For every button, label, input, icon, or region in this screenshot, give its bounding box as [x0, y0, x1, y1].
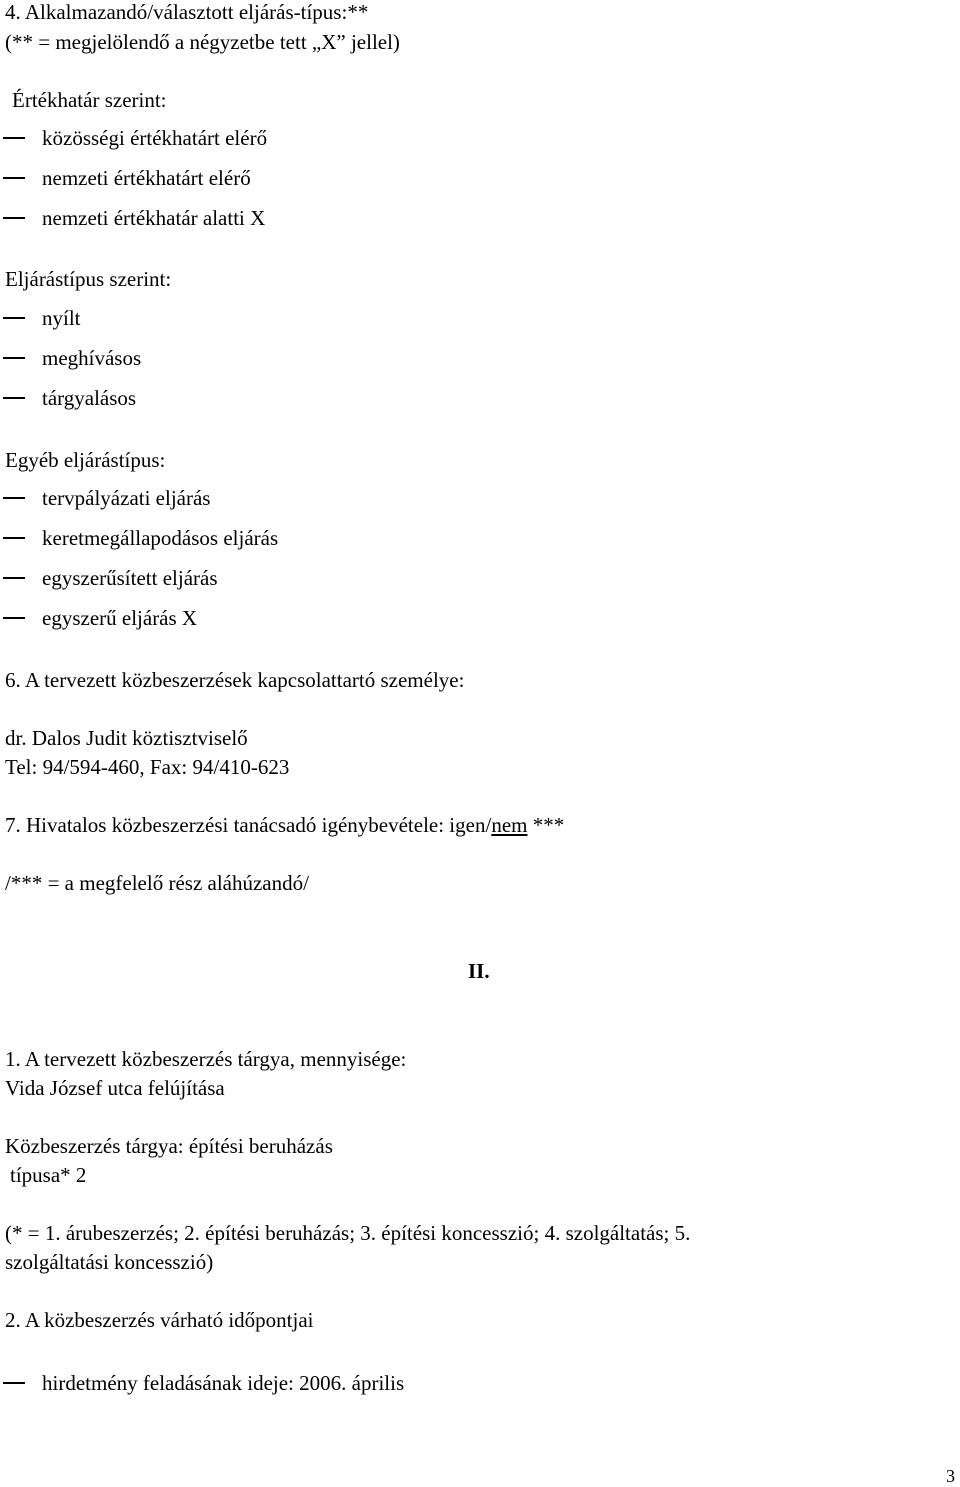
contact-phone: Tel: 94/594-460, Fax: 94/410-623	[5, 755, 290, 779]
item2-entry: hirdetmény feladásának ideje: 2006. április	[42, 1371, 405, 1395]
other-item: tervpályázati eljárás	[42, 486, 211, 510]
dash-marker	[3, 617, 25, 619]
section7-underlined: nem	[491, 813, 528, 837]
page-number: 3	[946, 1466, 955, 1486]
section7-heading	[5, 815, 564, 836]
section7-note: /*** = a megfelelő rész aláhúzandó/	[5, 871, 309, 895]
other-item: egyszerűsített eljárás	[42, 566, 218, 590]
other-item: keretmegállapodásos eljárás	[42, 526, 279, 550]
type-heading: Eljárástípus szerint:	[5, 267, 172, 291]
other-item: egyszerű eljárás X	[42, 606, 198, 630]
value-item: nemzeti értékhatárt elérő	[42, 166, 251, 190]
dash-marker	[3, 397, 25, 399]
dash-marker	[3, 217, 25, 219]
legend-line-2: szolgáltatási koncesszió)	[5, 1250, 214, 1274]
other-heading: Egyéb eljárástípus:	[5, 448, 166, 472]
part2-heading: II.	[468, 959, 490, 983]
dash-marker	[3, 577, 25, 579]
section6-heading: 6. A tervezett közbeszerzések kapcsolattartó személye:	[5, 668, 465, 692]
section7-prefix: 7. Hivatalos közbeszerzési tanácsadó igénybevétele: igen/	[5, 813, 492, 837]
dash-marker	[3, 357, 25, 359]
type-item: nyílt	[42, 306, 81, 330]
legend-line-1: (* = 1. árubeszerzés; 2. építési beruházás; 3. építési koncesszió; 4. szolgáltatás; 5.	[5, 1221, 691, 1245]
section4-title: 4. Alkalmazandó/választott eljárás-típus:**	[5, 0, 369, 24]
dash-marker	[3, 137, 25, 139]
dash-marker	[3, 177, 25, 179]
section4-note: (** = megjelölendő a négyzetbe tett „X” jellel)	[5, 30, 400, 54]
type-item: meghívásos	[42, 346, 142, 370]
value-heading: Értékhatár szerint:	[12, 88, 167, 112]
item2-heading: 2. A közbeszerzés várható időpontjai	[5, 1308, 314, 1332]
type-item: tárgyalásos	[42, 386, 137, 410]
section7-suffix: ***	[527, 813, 565, 837]
subject-line: Közbeszerzés tárgya: építési beruházás	[5, 1134, 333, 1158]
value-item: közösségi értékhatárt elérő	[42, 126, 268, 150]
dash-marker	[3, 1382, 25, 1384]
item1-heading: 1. A tervezett közbeszerzés tárgya, mennyisége:	[5, 1047, 407, 1071]
dash-marker	[3, 497, 25, 499]
dash-marker	[3, 537, 25, 539]
item1-value: Vida József utca felújítása	[5, 1076, 225, 1100]
type-line: típusa* 2	[10, 1163, 87, 1187]
dash-marker	[3, 317, 25, 319]
contact-name: dr. Dalos Judit köztisztviselő	[5, 726, 248, 750]
value-item: nemzeti értékhatár alatti X	[42, 206, 266, 230]
